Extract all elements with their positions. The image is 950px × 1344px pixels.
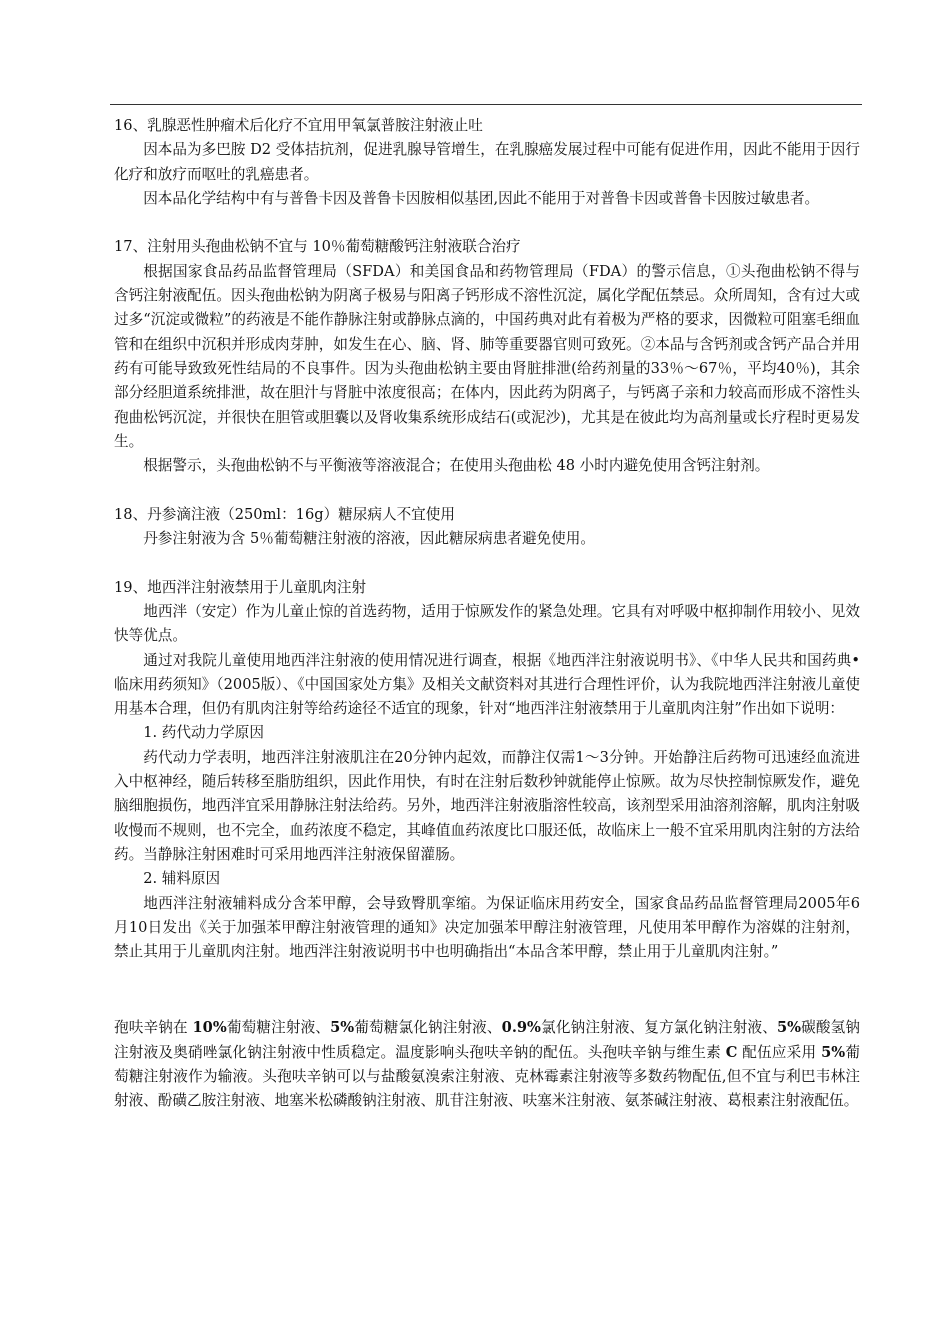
section-17-paragraph: 根据国家食品药品监督管理局（SFDA）和美国食品和药物管理局（FDA）的警示信息，①头孢曲松钠不得与含钙注射液配伍。因头孢曲松钠为阴离子极易与阳离子钙形成不溶性沉淀，属化学配伍禁忌。众所周知，含有过大或过多“沉淀或微粒”的药液是不能作静脉注射或静脉点滴的，中国药典对此有着极为严格的要求，因微粒可阻塞毛细血管和在组织中沉积并形成肉芽肿，如发生在心、脑、肾、肺等重要器官则可致死。②本品与含钙剂或含钙产品合并用药有可能导致致死性结局的不良事件。因为头孢曲松钠主要由肾脏排泄(给药剂量的33％～67％，平均40％)，其余部分经胆道系统排泄，故在胆汁与肾脏中浓度很高；在体内，因此药为阴离子，与钙离子亲和力较高而形成不溶性头孢曲松钙沉淀，并很快在胆管或胆囊以及肾收集系统形成结石(或泥沙)，尤其是在彼此均为高剂量或长疗程时更易发生。 (114, 262, 860, 450)
section-19-paragraph: 地西泮（安定）作为儿童止惊的首选药物，适用于惊厥发作的紧急处理。它具有对呼吸中枢抑制作用较小、见效快等优点。 (114, 602, 860, 645)
cefuroxime-compatibility-paragraph: 孢呋辛钠在 10%葡萄糖注射液、5%葡萄糖氯化钠注射液、0.9%氯化钠注射液、复方氯化钠注射液、5%碳酸氢钠注射液及奥硝唑氯化钠注射液中性质稳定。温度影响头孢呋辛钠的配伍。头孢呋辛钠与维生素 C 配伍应采用 5%葡萄糖注射液作为输液。头孢呋辛钠可以与盐酸氨溴索注射液、克林霉素注射液等多数药物配伍,但不宜与利巴韦林注射液、酚磺乙胺注射液、地塞米松磷酸钠注射液、肌苷注射液、呋塞米注射液、氨茶碱注射液、葛根素注射液配伍。 (114, 1019, 860, 1110)
section-19-paragraph: 地西泮注射液辅料成分含苯甲醇，会导致臀肌挛缩。为保证临床用药安全，国家食品药品监督管理局2005年6月10日发出《关于加强苯甲醇注射液管理的通知》决定加强苯甲醇注射液管理，凡使用苯甲醇作为溶媒的注射剂，禁止其用于儿童肌肉注射。地西泮注射液说明书中也明确指出“本品含苯甲醇，禁止用于儿童肌肉注射。” (114, 894, 860, 961)
header-rule (110, 104, 862, 105)
section-19-subheading: 1. 药代动力学原因 (143, 724, 264, 742)
section-17-paragraph: 根据警示，头孢曲松钠不与平衡液等溶液混合；在使用头孢曲松 48 小时内避免使用含钙注射剂。 (143, 457, 770, 475)
section-19-heading: 19、地西泮注射液禁用于儿童肌肉注射 (114, 578, 367, 596)
section-16-paragraph: 因本品为多巴胺 D2 受体拮抗剂，促进乳腺导管增生，在乳腺癌发展过程中可能有促进作用，因此不能用于因行化疗和放疗而呕吐的乳癌患者。 (114, 141, 860, 183)
section-16-paragraph: 因本品化学结构中有与普鲁卡因及普鲁卡因胺相似基团,因此不能用于对普鲁卡因或普鲁卡因胺过敏患者。 (143, 189, 820, 207)
section-18-heading: 18、丹参滴注液（250ml：16g）糖尿病人不宜使用 (114, 505, 455, 523)
section-16-heading: 16、乳腺恶性肿瘤术后化疗不宜用甲氧氯普胺注射液止吐 (114, 117, 483, 134)
section-17-heading: 17、注射用头孢曲松钠不宜与 10％葡萄糖酸钙注射液联合治疗 (114, 238, 521, 256)
section-18-paragraph: 丹参注射液为含 5％葡萄糖注射液的溶液，因此糖尿病患者避免使用。 (143, 530, 595, 548)
document-body (114, 114, 860, 1114)
section-19-paragraph: 药代动力学表明，地西泮注射液肌注在20分钟内起效，而静注仅需1～3分钟。开始静注后药物可迅速经血流进入中枢神经，随后转移至脂肪组织，因此作用快，有时在注射后数秒钟就能停止惊厥。故为尽快控制惊厥发作，避免脑细胞损伤，地西泮宜采用静脉注射法给药。另外，地西泮注射液脂溶性较高，该剂型采用油溶剂溶解，肌肉注射吸收慢而不规则，也不完全，血药浓度不稳定，其峰值血药浓度比口服还低，故临床上一般不宜采用肌肉注射的方法给药。当静脉注射困难时可采用地西泮注射液保留灌肠。 (114, 748, 860, 863)
section-19-subheading: 2. 辅料原因 (143, 870, 221, 888)
section-19-paragraph: 通过对我院儿童使用地西泮注射液的使用情况进行调查，根据《地西泮注射液说明书》、《中华人民共和国药典•临床用药须知》（2005版）、《中国国家处方集》及相关文献资料对其进行合理性评价，认为我院地西泮注射液儿童使用基本合理，但仍有肌肉注射等给药途径不适宜的现象，针对“地西泮注射液禁用于儿童肌肉注射”作出如下说明： (114, 651, 860, 718)
